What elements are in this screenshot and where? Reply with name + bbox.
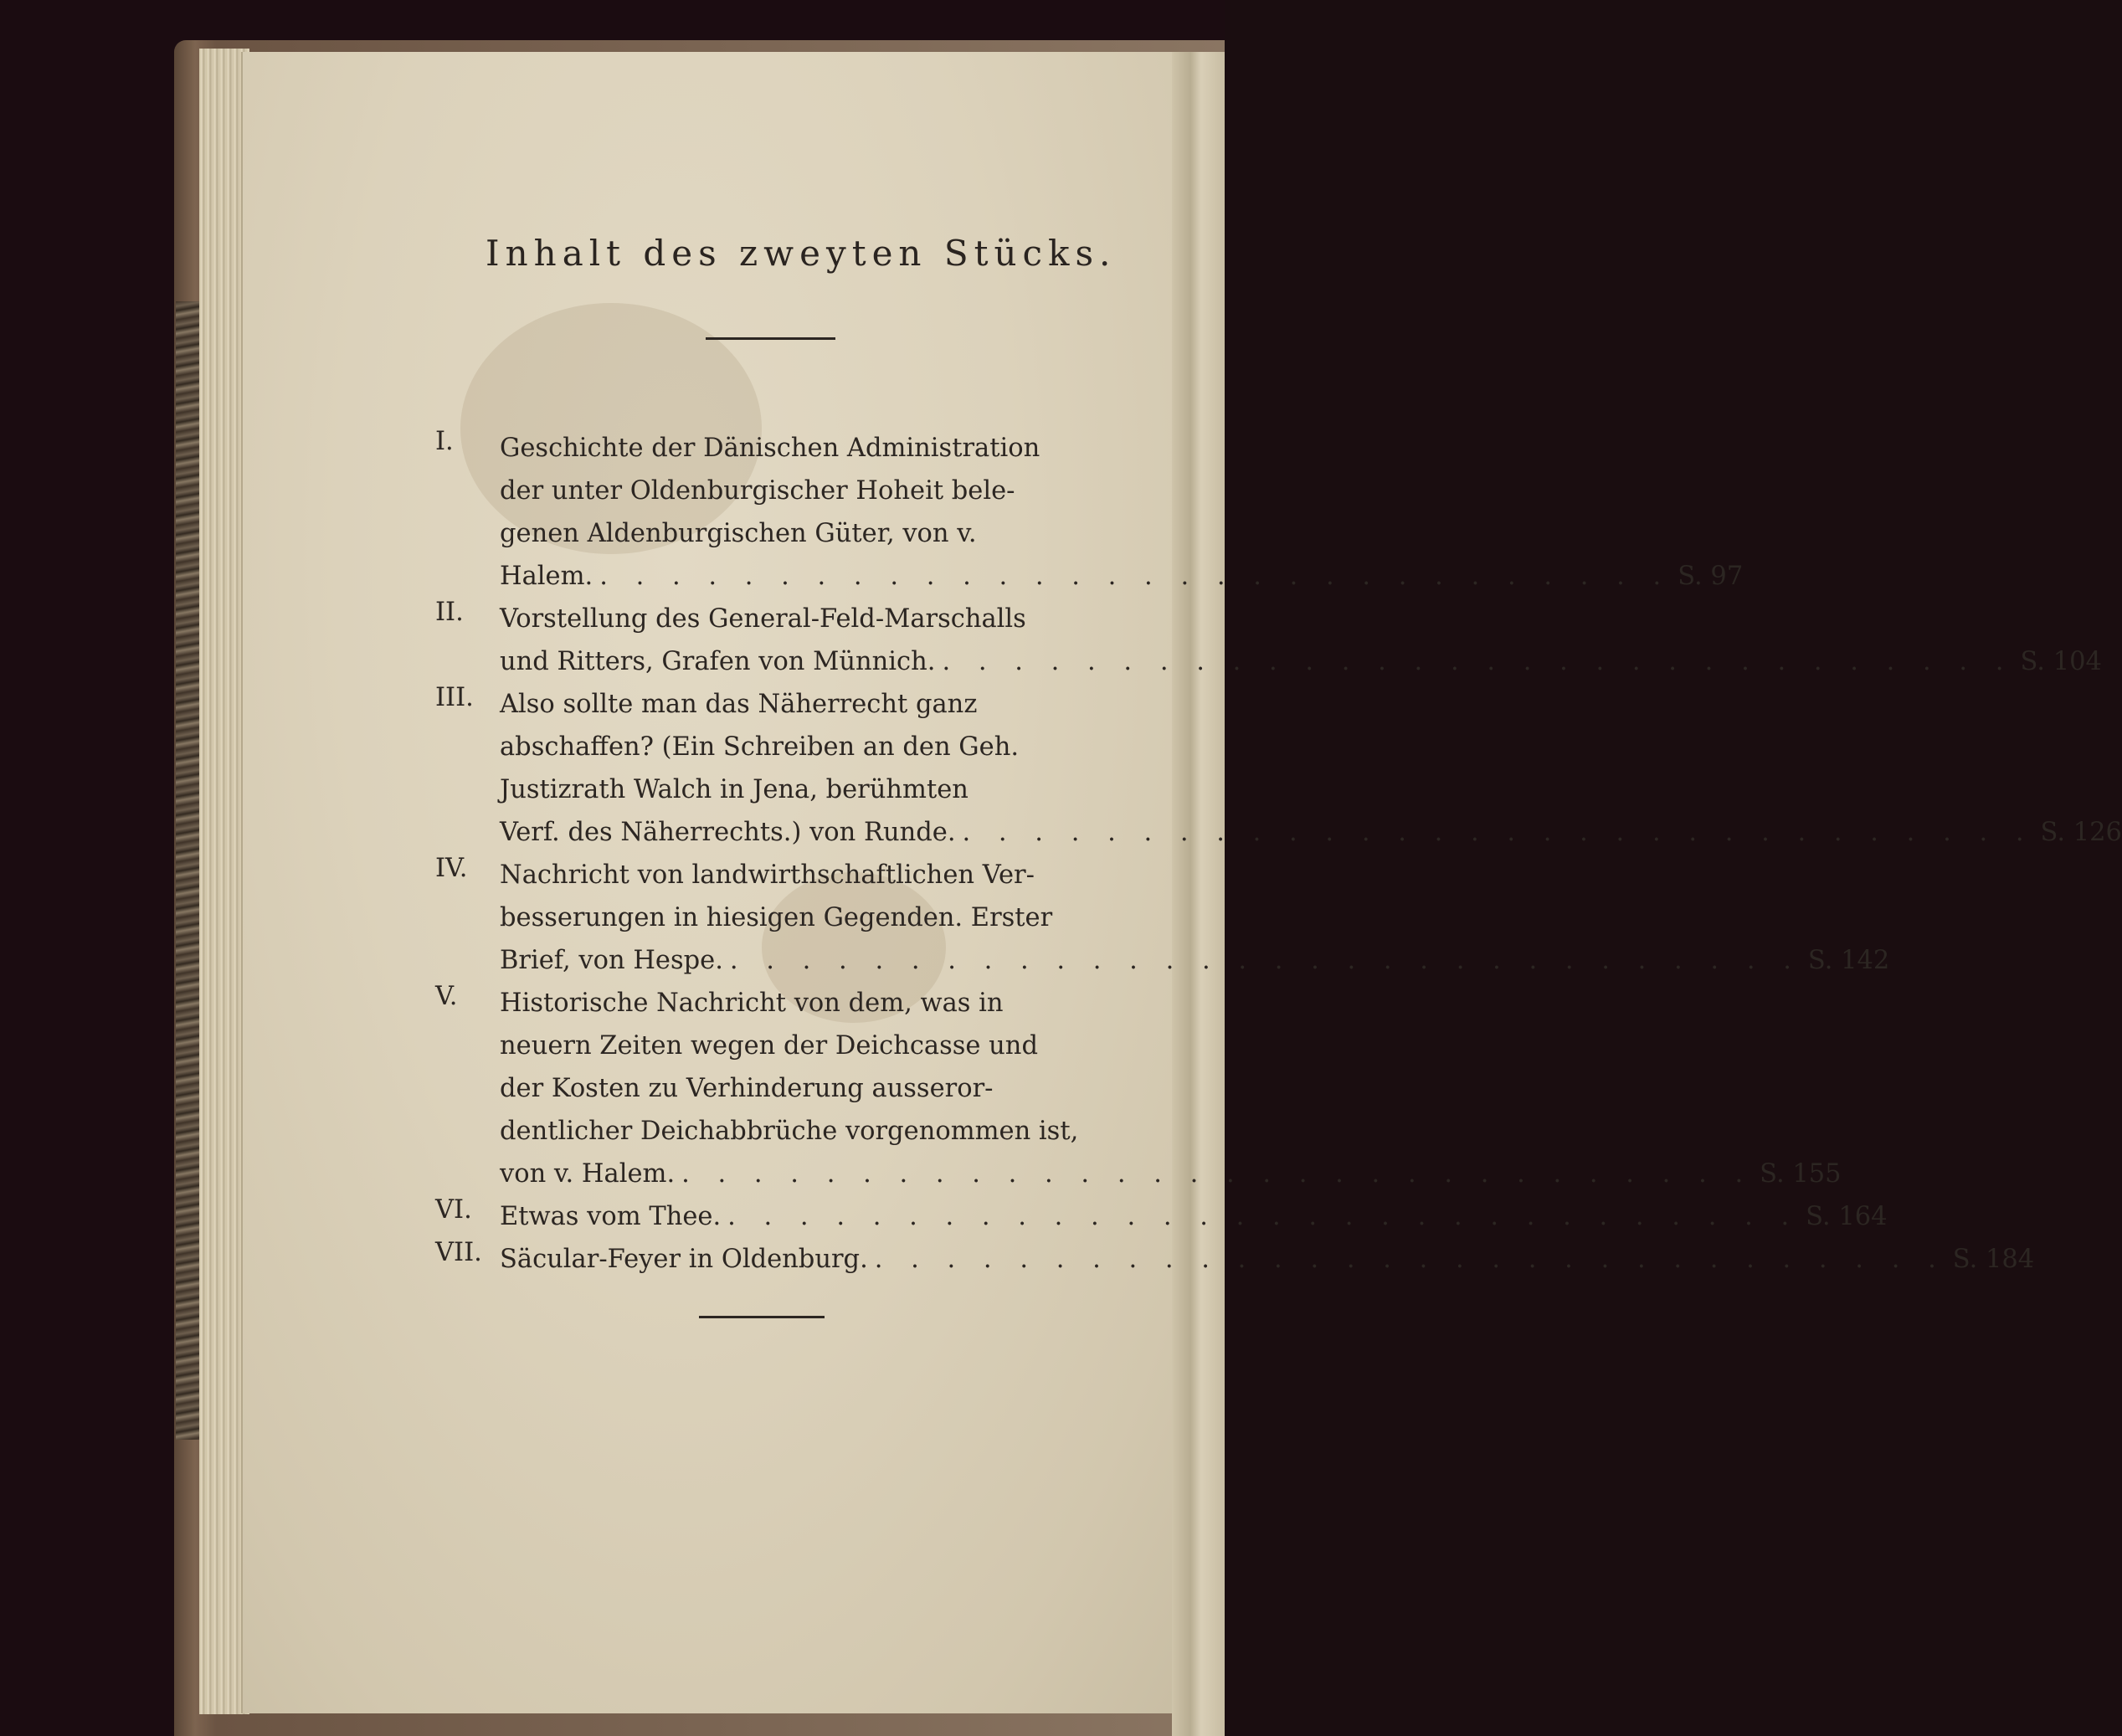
- book-gutter: [1172, 52, 1225, 1736]
- entry-number: IV.: [435, 854, 468, 883]
- entry-text: [500, 1238, 2035, 1281]
- entry-last-line: [500, 555, 1744, 598]
- page-title: Inhalt des zweyten Stücks.: [486, 233, 1117, 274]
- closing-rule: [699, 1316, 825, 1318]
- entry-line: Etwas vom Thee.: [500, 1202, 722, 1231]
- entry-last-line: [500, 1238, 2035, 1281]
- entry-number: VI.: [435, 1195, 472, 1225]
- entry-line: Nachricht von landwirthschaftlichen Ver-: [500, 860, 1035, 890]
- entry-line: Brief, von Hespe.: [500, 946, 723, 975]
- entry-line: Verf. des Näherrechts.) von Runde.: [500, 818, 956, 847]
- entry-line: der Kosten zu Verhinderung ausseror-: [500, 1074, 994, 1103]
- entry-line: und Ritters, Grafen von Münnich.: [500, 647, 936, 676]
- entry-line: dentlicher Deichabbrüche vorgenommen ist,: [500, 1117, 1079, 1146]
- entry-text: [500, 982, 1842, 1195]
- entry-text: [500, 1195, 1888, 1238]
- entry-line: Justizrath Walch in Jena, berühmten: [500, 775, 969, 804]
- dot-leader: . . . . . . . . . . . . . . . . . . . . . . . . . . . . . .: [942, 647, 2014, 676]
- dot-leader: . . . . . . . . . . . . . . . . . . . . . . . . . . . . . .: [874, 1245, 1946, 1274]
- entry-line: Also sollte man das Näherrecht ganz: [500, 690, 978, 719]
- toc-entry: [435, 854, 1890, 982]
- toc-entry: [435, 1238, 2035, 1281]
- toc-entry: [435, 683, 2122, 854]
- entry-line: genen Aldenburgischen Güter, von v.: [500, 519, 977, 548]
- entry-last-line: [500, 939, 1890, 982]
- page-reference: S. 126: [2040, 818, 2122, 847]
- entry-number: V.: [435, 982, 458, 1011]
- entry-number: VII.: [435, 1238, 482, 1267]
- entry-text: [500, 598, 2102, 683]
- entry-text: [500, 854, 1890, 982]
- entry-line: neuern Zeiten wegen der Deichcasse und: [500, 1031, 1038, 1061]
- toc-entry: [435, 1195, 1888, 1238]
- page-reference: S. 142: [1807, 946, 1890, 975]
- title-rule: [706, 337, 835, 340]
- entry-line: Geschichte der Dänischen Administration: [500, 434, 1040, 463]
- entry-line: Historische Nachricht von dem, was in: [500, 989, 1004, 1018]
- entry-line: abschaffen? (Ein Schreiben an den Geh.: [500, 732, 1020, 762]
- entry-last-line: [500, 811, 2122, 854]
- entry-number: III.: [435, 683, 474, 712]
- entry-line: Vorstellung des General-Feld-Marschalls: [500, 604, 1026, 634]
- entry-last-line: [500, 1195, 1888, 1238]
- entry-number: II.: [435, 598, 464, 627]
- dot-leader: . . . . . . . . . . . . . . . . . . . . . . . . . . . . . .: [727, 1202, 1800, 1231]
- entry-number: I.: [435, 427, 454, 456]
- entry-text: [500, 427, 1744, 598]
- page-reference: S. 97: [1678, 562, 1744, 591]
- dot-leader: . . . . . . . . . . . . . . . . . . . . . . . . . . . . . .: [962, 818, 2034, 847]
- toc-entry: [435, 427, 1744, 598]
- page-reference: S. 184: [1952, 1245, 2035, 1274]
- entry-line: besserungen in hiesigen Gegenden. Erster: [500, 903, 1053, 932]
- toc-entry: [435, 982, 1842, 1195]
- page-reference: S. 164: [1806, 1202, 1888, 1231]
- entry-last-line: [500, 1153, 1842, 1195]
- dot-leader: . . . . . . . . . . . . . . . . . . . . . . . . . . . . . .: [599, 562, 1672, 591]
- page-reference: S. 155: [1760, 1159, 1842, 1189]
- table-of-contents: [435, 427, 2122, 1281]
- dot-leader: . . . . . . . . . . . . . . . . . . . . . . . . . . . . . .: [681, 1159, 1754, 1189]
- dot-leader: . . . . . . . . . . . . . . . . . . . . . . . . . . . . . .: [729, 946, 1801, 975]
- entry-line: von v. Halem.: [500, 1159, 676, 1189]
- page-reference: S. 104: [2020, 647, 2102, 676]
- entry-line: Halem.: [500, 562, 593, 591]
- entry-last-line: [500, 640, 2102, 683]
- toc-entry: [435, 598, 2102, 683]
- entry-line: der unter Oldenburgischer Hoheit bele-: [500, 476, 1015, 506]
- entry-text: [500, 683, 2122, 854]
- entry-line: Säcular-Feyer in Oldenburg.: [500, 1245, 868, 1274]
